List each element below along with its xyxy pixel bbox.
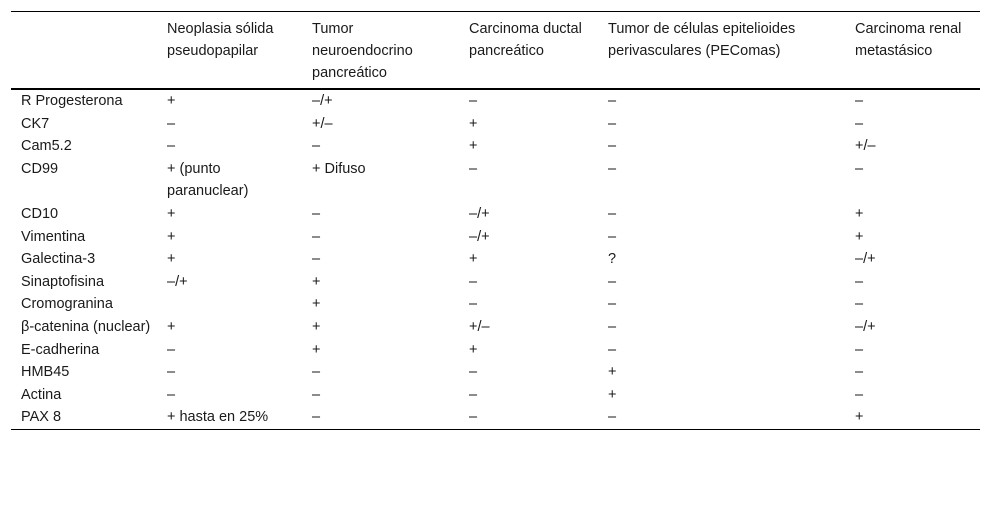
- carcinoma-ductal-cell: +: [469, 251, 478, 268]
- carcinoma-renal-cell: –: [855, 386, 864, 403]
- marker-cell: CD10: [21, 205, 59, 222]
- neoplasia-solida-cell: –: [167, 115, 176, 132]
- tumor-neuroendocrino-cell: + Difuso: [312, 160, 366, 177]
- tumor-neuroendocrino-cell: –/+: [312, 93, 333, 109]
- neoplasia-solida-cell: –: [167, 364, 176, 381]
- pecomas-cell: +: [608, 386, 617, 403]
- table-row: [11, 339, 980, 362]
- carcinoma-renal-cell: –/+: [855, 318, 876, 335]
- pecomas-cell: –: [608, 205, 617, 222]
- pecomas-cell: –: [608, 93, 617, 109]
- neoplasia-solida-cell: + hasta en 25%: [167, 409, 269, 426]
- carcinoma-ductal-cell: –: [469, 364, 478, 381]
- tumor-neuroendocrino-cell: +/–: [312, 115, 333, 132]
- neoplasia-solida-cell: –/+: [167, 273, 188, 290]
- carcinoma-renal-cell: –/+: [855, 251, 876, 268]
- carcinoma-renal-cell: –: [855, 364, 864, 381]
- table-row: [11, 406, 980, 429]
- neoplasia-solida-cell: + (punto paranuclear): [167, 160, 249, 200]
- carcinoma-renal-cell: +: [855, 409, 864, 426]
- pecomas-cell: –: [608, 228, 617, 245]
- tumor-neuroendocrino-cell: +: [312, 273, 321, 290]
- marker-cell: Galectina-3: [21, 251, 96, 268]
- carcinoma-ductal-cell: +: [469, 115, 478, 132]
- header-cell-carcinoma-ductal: Carcinoma ductal pancreático: [469, 21, 582, 59]
- immunohistochemistry-table-container: [11, 11, 980, 430]
- table-row: [11, 203, 980, 226]
- table-row: [11, 316, 980, 339]
- neoplasia-solida-cell: +: [167, 205, 176, 222]
- pecomas-cell: +: [608, 364, 617, 381]
- neoplasia-solida-cell: –: [167, 138, 176, 155]
- carcinoma-ductal-cell: +: [469, 341, 478, 358]
- neoplasia-solida-cell: [157, 293, 302, 316]
- pecomas-cell: –: [608, 296, 617, 313]
- carcinoma-ductal-cell: –: [469, 273, 478, 290]
- header-row: [11, 12, 980, 90]
- marker-cell: Actina: [21, 386, 62, 403]
- pecomas-cell: –: [608, 160, 617, 177]
- tumor-neuroendocrino-cell: –: [312, 205, 321, 222]
- pecomas-cell: –: [608, 273, 617, 290]
- marker-cell: Cam5.2: [21, 138, 72, 155]
- immunohistochemistry-table: [11, 11, 980, 430]
- pecomas-cell: –: [608, 138, 617, 155]
- neoplasia-solida-cell: –: [167, 341, 176, 358]
- table-row: [11, 226, 980, 249]
- table-row: [11, 361, 980, 384]
- tumor-neuroendocrino-cell: +: [312, 296, 321, 313]
- neoplasia-solida-cell: –: [167, 386, 176, 403]
- marker-cell: E-cadherina: [21, 341, 100, 358]
- tumor-neuroendocrino-cell: –: [312, 228, 321, 245]
- marker-cell: Sinaptofisina: [21, 273, 105, 290]
- tumor-neuroendocrino-cell: –: [312, 386, 321, 403]
- carcinoma-ductal-cell: –: [469, 93, 478, 109]
- tumor-neuroendocrino-cell: –: [312, 409, 321, 426]
- tumor-neuroendocrino-cell: +: [312, 318, 321, 335]
- carcinoma-ductal-cell: –/+: [469, 205, 490, 222]
- marker-cell: HMB45: [21, 364, 70, 381]
- marker-cell: CD99: [21, 160, 59, 177]
- table-body: [11, 89, 980, 429]
- carcinoma-ductal-cell: –: [469, 409, 478, 426]
- table-row: [11, 158, 980, 203]
- marker-cell: Cromogranina: [21, 296, 113, 313]
- neoplasia-solida-cell: +: [167, 228, 176, 245]
- pecomas-cell: –: [608, 409, 617, 426]
- pecomas-cell: ?: [608, 251, 617, 268]
- table-row: [11, 248, 980, 271]
- carcinoma-ductal-cell: +: [469, 138, 478, 155]
- carcinoma-renal-cell: –: [855, 341, 864, 358]
- carcinoma-renal-cell: –: [855, 273, 864, 290]
- marker-cell: PAX 8: [21, 409, 62, 426]
- carcinoma-ductal-cell: –/+: [469, 228, 490, 245]
- carcinoma-renal-cell: +/–: [855, 138, 876, 155]
- carcinoma-renal-cell: +: [855, 205, 864, 222]
- marker-cell: β-catenina (nuclear): [21, 318, 151, 335]
- table-row: [11, 384, 980, 407]
- neoplasia-solida-cell: +: [167, 93, 176, 109]
- tumor-neuroendocrino-cell: –: [312, 251, 321, 268]
- carcinoma-renal-cell: –: [855, 115, 864, 132]
- table-row: [11, 271, 980, 294]
- carcinoma-ductal-cell: –: [469, 296, 478, 313]
- pecomas-cell: –: [608, 318, 617, 335]
- carcinoma-renal-cell: +: [855, 228, 864, 245]
- table-row: [11, 113, 980, 136]
- header-cell-marker: [11, 12, 157, 90]
- pecomas-cell: –: [608, 341, 617, 358]
- table-header: [11, 12, 980, 90]
- header-cell-tumor-neuroendocrino: Tumor neuroendocrino pancreático: [312, 21, 413, 81]
- header-cell-carcinoma-renal: Carcinoma renal metastásico: [855, 21, 962, 59]
- marker-cell: CK7: [21, 115, 50, 132]
- table-row: [11, 89, 980, 113]
- pecomas-cell: –: [608, 115, 617, 132]
- carcinoma-renal-cell: –: [855, 160, 864, 177]
- marker-cell: Vimentina: [21, 228, 86, 245]
- carcinoma-ductal-cell: –: [469, 386, 478, 403]
- carcinoma-renal-cell: –: [855, 93, 864, 109]
- marker-cell: R Progesterona: [21, 93, 123, 109]
- tumor-neuroendocrino-cell: –: [312, 138, 321, 155]
- tumor-neuroendocrino-cell: +: [312, 341, 321, 358]
- header-cell-pecomas: Tumor de células epitelioides perivasculares (PEComas): [608, 21, 796, 59]
- table-row: [11, 135, 980, 158]
- header-cell-neoplasia-solida: Neoplasia sólida pseudopapilar: [167, 21, 274, 59]
- carcinoma-ductal-cell: –: [469, 160, 478, 177]
- neoplasia-solida-cell: +: [167, 318, 176, 335]
- neoplasia-solida-cell: +: [167, 251, 176, 268]
- carcinoma-renal-cell: –: [855, 296, 864, 313]
- carcinoma-ductal-cell: +/–: [469, 318, 490, 335]
- tumor-neuroendocrino-cell: –: [312, 364, 321, 381]
- table-row: [11, 293, 980, 316]
